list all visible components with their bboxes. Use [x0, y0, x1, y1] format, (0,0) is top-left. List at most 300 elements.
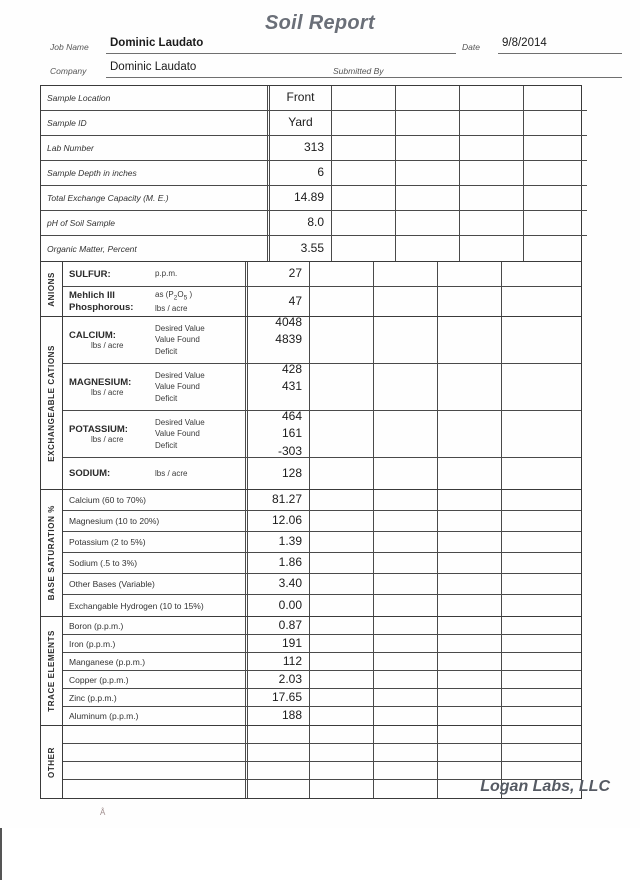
- data-cell[interactable]: [523, 136, 587, 160]
- scan-speck: Å: [100, 808, 106, 817]
- empty-cell-line: [440, 443, 494, 460]
- empty-cell-line: [376, 635, 430, 652]
- data-cell[interactable]: [373, 653, 437, 670]
- analyte-name: POTASSIUM:: [69, 424, 128, 435]
- table-row: [41, 186, 587, 211]
- empty-cell-line: [312, 653, 366, 670]
- data-cell[interactable]: [437, 762, 501, 779]
- sample-info-value: Front: [286, 90, 315, 105]
- row-label: [63, 744, 245, 761]
- data-cell[interactable]: [501, 707, 565, 725]
- empty-cell-line: [376, 465, 430, 482]
- trace-element-value: 191: [281, 635, 302, 650]
- data-cell[interactable]: [309, 574, 373, 594]
- row-label: Sample Depth in inches: [47, 168, 137, 178]
- data-cell[interactable]: [501, 671, 565, 688]
- data-cell[interactable]: [459, 161, 523, 185]
- empty-cell-line: [398, 114, 457, 131]
- empty-cell-line: [376, 378, 430, 395]
- data-cell[interactable]: [309, 762, 373, 779]
- empty-cell-line: [376, 512, 430, 529]
- empty-cell-line: [376, 617, 430, 634]
- data-cell[interactable]: [309, 511, 373, 531]
- other-value: [250, 762, 302, 779]
- empty-cell-line: [376, 707, 430, 724]
- row-label: Boron (p.p.m.): [69, 620, 124, 631]
- empty-cell-line: [376, 744, 430, 761]
- empty-cell-line: [462, 164, 516, 181]
- data-cell[interactable]: [437, 317, 501, 363]
- data-cell[interactable]: [245, 262, 309, 286]
- data-cell[interactable]: [331, 136, 395, 160]
- data-cell[interactable]: [373, 707, 437, 725]
- data-cell[interactable]: [245, 762, 309, 779]
- data-cell[interactable]: [437, 262, 501, 286]
- empty-cell-line: [376, 425, 430, 442]
- empty-cell-line: [440, 361, 494, 378]
- empty-cell-line: [440, 762, 494, 779]
- data-cell[interactable]: [373, 458, 437, 489]
- data-cell[interactable]: [309, 262, 373, 286]
- job-name-label: Job Name: [50, 42, 89, 52]
- row-label: [63, 726, 245, 743]
- data-cell[interactable]: [523, 86, 587, 110]
- base-saturation-value: 1.39: [278, 534, 302, 549]
- data-cell[interactable]: [395, 161, 459, 185]
- data-cell[interactable]: [437, 707, 501, 725]
- data-cell[interactable]: [245, 744, 309, 761]
- data-cell[interactable]: [373, 635, 437, 652]
- data-cell[interactable]: [437, 595, 501, 616]
- data-cell[interactable]: [523, 161, 587, 185]
- row-label: [63, 287, 245, 316]
- empty-cell-line: [312, 465, 366, 482]
- data-cell[interactable]: [437, 458, 501, 489]
- empty-cell-line: [526, 214, 580, 231]
- table-row: [63, 635, 581, 653]
- data-cell[interactable]: [331, 186, 395, 210]
- empty-cell-line: [504, 617, 558, 634]
- empty-cell-line: [312, 425, 366, 442]
- table-row: [63, 574, 581, 595]
- empty-cell-line: [462, 214, 516, 231]
- data-cell[interactable]: [501, 689, 565, 706]
- data-cell[interactable]: [245, 458, 309, 489]
- data-cell[interactable]: [373, 671, 437, 688]
- data-cell[interactable]: [309, 726, 373, 743]
- data-cell[interactable]: [267, 136, 331, 160]
- data-cell[interactable]: [501, 287, 565, 316]
- empty-cell-line: [312, 554, 366, 571]
- analyte-name: SODIUM:: [69, 468, 111, 479]
- data-cell[interactable]: [245, 617, 309, 634]
- data-cell[interactable]: [501, 490, 565, 510]
- data-cell[interactable]: [245, 707, 309, 725]
- data-cell[interactable]: [267, 111, 331, 135]
- empty-cell-line: [526, 189, 580, 206]
- data-cell[interactable]: [437, 689, 501, 706]
- data-cell[interactable]: [395, 86, 459, 110]
- empty-cell-line: [440, 575, 494, 592]
- date-underline: [498, 53, 622, 54]
- empty-cell-line: [504, 671, 558, 688]
- company-underline: [106, 77, 622, 78]
- data-cell[interactable]: [245, 635, 309, 652]
- data-cell[interactable]: [309, 317, 373, 363]
- trace-elements-rows: [63, 617, 581, 725]
- row-label: Magnesium (10 to 20%): [69, 516, 160, 526]
- data-cell[interactable]: [373, 411, 437, 457]
- sample-info-rows: [41, 86, 587, 261]
- row-label: Sample ID: [47, 118, 87, 128]
- empty-cell-line: [312, 575, 366, 592]
- analyte-name: CALCIUM:: [69, 330, 116, 341]
- cation-value: 428: [281, 362, 302, 377]
- data-cell[interactable]: [245, 364, 309, 410]
- data-cell[interactable]: [501, 262, 565, 286]
- data-cell[interactable]: [267, 161, 331, 185]
- row-label: [63, 317, 245, 363]
- exchangeable-cations-section: [41, 317, 581, 490]
- data-cell[interactable]: [395, 136, 459, 160]
- data-cell[interactable]: [459, 211, 523, 235]
- trace-element-value: 2.03: [278, 671, 302, 686]
- data-cell[interactable]: [523, 186, 587, 210]
- data-cell[interactable]: [373, 490, 437, 510]
- data-cell[interactable]: [331, 211, 395, 235]
- data-cell[interactable]: [309, 364, 373, 410]
- data-cell[interactable]: [395, 186, 459, 210]
- table-row: [63, 490, 581, 511]
- data-cell[interactable]: [437, 532, 501, 552]
- data-cell[interactable]: [245, 574, 309, 594]
- sample-info-value: 14.89: [293, 190, 324, 205]
- data-cell[interactable]: [267, 211, 331, 235]
- empty-cell-line: [504, 762, 558, 779]
- data-cell[interactable]: [245, 653, 309, 670]
- data-cell[interactable]: [245, 317, 309, 363]
- table-row: [63, 364, 581, 411]
- row-label: [63, 780, 245, 798]
- row-label: Organic Matter, Percent: [47, 243, 137, 254]
- data-cell[interactable]: [309, 744, 373, 761]
- empty-cell-line: [440, 425, 494, 442]
- data-cell[interactable]: [437, 490, 501, 510]
- data-cell[interactable]: [245, 411, 309, 457]
- data-cell[interactable]: [437, 574, 501, 594]
- empty-cell-line: [312, 512, 366, 529]
- trace-element-value: 17.65: [271, 689, 302, 704]
- data-cell[interactable]: [309, 553, 373, 573]
- data-cell[interactable]: [437, 287, 501, 316]
- data-cell[interactable]: [437, 511, 501, 531]
- empty-cell-line: [504, 465, 558, 482]
- row-label: Iron (p.p.m.): [69, 638, 116, 649]
- data-cell[interactable]: [501, 617, 565, 634]
- empty-cell-line: [440, 465, 494, 482]
- empty-cell-line: [334, 89, 393, 106]
- base-saturation-value: 81.27: [271, 492, 302, 507]
- data-cell[interactable]: [501, 635, 565, 652]
- data-cell[interactable]: [373, 262, 437, 286]
- data-cell[interactable]: [501, 726, 565, 743]
- empty-cell-line: [398, 164, 452, 181]
- data-cell[interactable]: [501, 458, 565, 489]
- empty-cell-line: [312, 331, 366, 348]
- data-cell[interactable]: [373, 553, 437, 573]
- data-cell[interactable]: [309, 707, 373, 725]
- data-cell[interactable]: [501, 762, 565, 779]
- row-label: [63, 364, 245, 410]
- data-cell[interactable]: [245, 287, 309, 316]
- data-cell[interactable]: [373, 532, 437, 552]
- data-cell[interactable]: [459, 236, 523, 261]
- table-row: [63, 671, 581, 689]
- empty-cell-line: [440, 314, 494, 331]
- date-value[interactable]: 9/8/2014: [502, 37, 547, 49]
- empty-cell-line: [376, 671, 430, 688]
- anion-value: 27: [288, 266, 302, 281]
- empty-cell-line: [376, 762, 430, 779]
- data-cell[interactable]: [459, 111, 523, 135]
- data-cell[interactable]: [437, 617, 501, 634]
- job-name-value[interactable]: Dominic Laudato: [110, 37, 204, 49]
- empty-cell-line: [312, 361, 366, 378]
- data-cell[interactable]: [373, 689, 437, 706]
- data-cell[interactable]: [245, 511, 309, 531]
- data-cell[interactable]: [267, 186, 331, 210]
- empty-cell-line: [376, 331, 430, 348]
- empty-cell-line: [312, 597, 366, 614]
- data-cell[interactable]: [267, 236, 331, 261]
- table-row: [41, 86, 587, 111]
- data-cell[interactable]: [501, 595, 565, 616]
- data-cell[interactable]: [331, 236, 395, 261]
- data-cell[interactable]: [331, 161, 395, 185]
- anions-rows: [63, 262, 581, 316]
- data-cell[interactable]: [437, 364, 501, 410]
- empty-cell-line: [334, 164, 388, 181]
- analyte-units: lbs / acre: [91, 341, 124, 350]
- anions-section: [41, 262, 581, 317]
- data-cell[interactable]: [523, 211, 587, 235]
- empty-cell-line: [504, 707, 558, 724]
- data-cell[interactable]: [501, 653, 565, 670]
- row-label: Potassium (2 to 5%): [69, 537, 146, 547]
- empty-cell-line: [376, 780, 430, 797]
- empty-cell-line: [504, 689, 558, 706]
- empty-cell-line: [440, 617, 494, 634]
- empty-cell-line: [440, 726, 494, 743]
- data-cell[interactable]: [373, 726, 437, 743]
- table-row: [41, 111, 587, 136]
- data-cell[interactable]: [437, 671, 501, 688]
- data-cell[interactable]: [245, 595, 309, 616]
- empty-cell-line: [440, 635, 494, 652]
- empty-cell-line: [334, 139, 388, 156]
- data-cell[interactable]: [309, 532, 373, 552]
- lab-name-footer: Logan Labs, LLC: [480, 778, 610, 795]
- data-cell[interactable]: [437, 744, 501, 761]
- empty-cell-line: [440, 331, 494, 348]
- table-row: [41, 136, 587, 161]
- data-cell[interactable]: [331, 86, 395, 110]
- data-cell[interactable]: [501, 317, 565, 363]
- data-cell[interactable]: [373, 595, 437, 616]
- company-row: [40, 60, 600, 80]
- data-cell[interactable]: [309, 653, 373, 670]
- data-cell[interactable]: [395, 111, 459, 135]
- empty-cell-line: [440, 533, 494, 550]
- data-cell[interactable]: [501, 553, 565, 573]
- empty-cell-line: [376, 314, 430, 331]
- data-cell[interactable]: [373, 287, 437, 316]
- trace-element-value: 188: [281, 708, 302, 723]
- empty-cell-line: [504, 653, 558, 670]
- data-cell[interactable]: [373, 511, 437, 531]
- unit-labels: Desired Value Value Found Deficit: [155, 370, 205, 403]
- data-cell[interactable]: [459, 186, 523, 210]
- data-cell[interactable]: [309, 595, 373, 616]
- base-saturation-rows: [63, 490, 581, 616]
- unit-labels: Desired Value Value Found Deficit: [155, 417, 205, 450]
- data-cell[interactable]: [309, 689, 373, 706]
- data-cell[interactable]: [437, 653, 501, 670]
- sample-info-value: 8.0: [307, 215, 324, 230]
- empty-cell-line: [504, 443, 558, 460]
- data-cell[interactable]: [459, 136, 523, 160]
- cation-value: 431: [281, 379, 302, 394]
- data-cell[interactable]: [395, 236, 459, 261]
- data-cell[interactable]: [437, 553, 501, 573]
- empty-cell-line: [504, 744, 558, 761]
- empty-cell-line: [440, 653, 494, 670]
- data-cell[interactable]: [309, 458, 373, 489]
- empty-cell-line: [312, 671, 366, 688]
- data-cell[interactable]: [373, 762, 437, 779]
- table-row: [63, 553, 581, 574]
- sample-info-section: [41, 86, 581, 262]
- data-cell[interactable]: [245, 726, 309, 743]
- data-cell[interactable]: [373, 317, 437, 363]
- empty-cell-line: [398, 240, 452, 257]
- data-cell[interactable]: [245, 532, 309, 552]
- empty-cell-line: [312, 780, 366, 797]
- empty-cell-line: [462, 114, 521, 131]
- cation-value: 464: [281, 409, 302, 424]
- empty-cell-line: [312, 533, 366, 550]
- data-cell[interactable]: [309, 617, 373, 634]
- empty-cell-line: [504, 491, 558, 508]
- data-cell[interactable]: [309, 635, 373, 652]
- row-label: Sodium (.5 to 3%): [69, 558, 138, 568]
- data-cell[interactable]: [501, 364, 565, 410]
- empty-cell-line: [526, 89, 585, 106]
- table-row: [63, 689, 581, 707]
- sample-info-value: Yard: [288, 115, 313, 130]
- empty-cell-line: [398, 139, 452, 156]
- empty-cell-line: [526, 139, 580, 156]
- data-cell[interactable]: [245, 671, 309, 688]
- empty-cell-line: [440, 671, 494, 688]
- table-row: [63, 707, 581, 725]
- empty-cell-line: [504, 425, 558, 442]
- data-cell[interactable]: [395, 211, 459, 235]
- data-cell[interactable]: [459, 86, 523, 110]
- data-cell[interactable]: [501, 532, 565, 552]
- unit-labels: p.p.m.: [155, 269, 178, 279]
- data-cell[interactable]: [245, 553, 309, 573]
- empty-cell-line: [312, 265, 366, 282]
- data-cell[interactable]: [523, 111, 587, 135]
- empty-cell-line: [376, 554, 430, 571]
- data-cell[interactable]: [437, 635, 501, 652]
- empty-cell-line: [334, 114, 393, 131]
- table-row: [63, 511, 581, 532]
- company-value[interactable]: Dominic Laudato: [110, 61, 197, 73]
- data-cell[interactable]: [309, 780, 373, 798]
- data-cell[interactable]: [373, 617, 437, 634]
- empty-cell-line: [504, 331, 558, 348]
- data-cell[interactable]: [245, 780, 309, 798]
- empty-cell-line: [462, 240, 516, 257]
- data-cell[interactable]: [245, 689, 309, 706]
- data-cell[interactable]: [373, 574, 437, 594]
- other-value: [250, 744, 302, 761]
- data-cell[interactable]: [501, 744, 565, 761]
- data-cell[interactable]: [245, 490, 309, 510]
- empty-cell-line: [334, 240, 388, 257]
- empty-cell-line: [334, 214, 388, 231]
- data-cell[interactable]: [373, 364, 437, 410]
- analyte-name: SULFUR:: [69, 268, 111, 280]
- data-cell[interactable]: [373, 744, 437, 761]
- date-label: Date: [462, 42, 480, 52]
- empty-cell-line: [312, 293, 366, 310]
- data-cell[interactable]: [309, 411, 373, 457]
- row-label: Other Bases (Variable): [69, 579, 155, 589]
- empty-cell-line: [440, 744, 494, 761]
- empty-cell-line: [312, 378, 366, 395]
- empty-cell-line: [526, 164, 580, 181]
- data-cell[interactable]: [501, 511, 565, 531]
- data-cell[interactable]: [373, 780, 437, 798]
- data-cell[interactable]: [437, 411, 501, 457]
- row-label: Copper (p.p.m.): [69, 674, 129, 685]
- row-label: [63, 411, 245, 457]
- data-cell[interactable]: [309, 287, 373, 316]
- empty-cell-line: [440, 512, 494, 529]
- empty-cell-line: [312, 707, 366, 724]
- empty-cell-line: [312, 314, 366, 331]
- data-cell[interactable]: [309, 490, 373, 510]
- soil-report-table: [40, 85, 582, 799]
- page-title: Soil Report: [265, 12, 375, 34]
- data-cell[interactable]: [523, 236, 587, 261]
- empty-cell-line: [376, 689, 430, 706]
- data-cell[interactable]: [309, 671, 373, 688]
- data-cell[interactable]: [437, 726, 501, 743]
- data-cell[interactable]: [501, 574, 565, 594]
- base-saturation-value: 12.06: [271, 513, 302, 528]
- data-cell[interactable]: [501, 411, 565, 457]
- cation-value: 4839: [275, 332, 302, 347]
- data-cell[interactable]: [267, 86, 331, 110]
- empty-cell-line: [504, 533, 558, 550]
- data-cell[interactable]: [331, 111, 395, 135]
- empty-cell-line: [376, 575, 430, 592]
- table-row: [63, 532, 581, 553]
